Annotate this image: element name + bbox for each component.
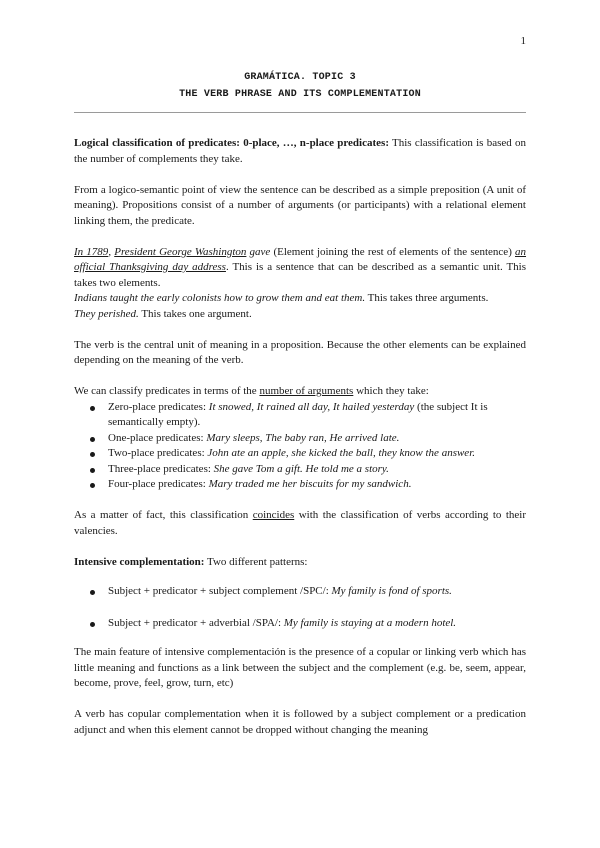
paragraph-main-feature: The main feature of intensive complementación is the presence of a copular or linking verb which has little meaning and functions as a link between the subject and the complement (e.g. be, seem, appear, become, prove, feel, grow, turn, etc) bbox=[74, 646, 526, 689]
list-item-example: John ate an apple, she kicked the ball, they know the answer. bbox=[207, 447, 476, 459]
paragraph-logico-semantic: From a logico-semantic point of view the sentence can be described as a simple preposition (A unit of meaning). Propositions consist of a number of arguments (or participants) with a relational element linking them, the predicate. bbox=[74, 183, 526, 227]
example-gave: gave bbox=[246, 245, 271, 258]
list-item bbox=[108, 446, 526, 462]
pattern-example: My family is fond of sports. bbox=[331, 585, 452, 597]
example-address: an official Thanksgiving day address bbox=[74, 245, 527, 273]
list-item-label: Two-place predicates: bbox=[108, 447, 208, 459]
heading-intensive: Intensive complementation: bbox=[74, 555, 205, 568]
header-divider bbox=[74, 112, 526, 113]
bullet-icon bbox=[90, 406, 95, 411]
document-title: GRAMÁTICA. TOPIC 3 bbox=[244, 72, 356, 83]
bullet-icon bbox=[90, 437, 95, 442]
matter-before: As a matter of fact, this classification bbox=[74, 509, 253, 521]
example-perished-note: This takes one argument. bbox=[138, 307, 252, 320]
list-item bbox=[108, 462, 526, 478]
paragraph-central-unit: The verb is the central unit of meaning in a proposition. Because the other elements can be explained depending on the meaning of the verb. bbox=[74, 338, 526, 366]
example-indians-note: This takes three arguments. bbox=[365, 292, 489, 304]
list-item-example: Mary sleeps, The baby ran, He arrived late. bbox=[206, 431, 400, 444]
paragraph-matter-of-fact bbox=[74, 508, 526, 539]
list-item-example: She gave Tom a gift. He told me a story. bbox=[213, 462, 389, 475]
pattern-label: Subject + predicator + adverbial /SPA/: bbox=[108, 616, 284, 629]
predicate-list bbox=[74, 400, 526, 493]
list-item bbox=[108, 431, 526, 447]
heading-logical-classification: Logical classification of predicates: 0-place, …, n-place predicates: bbox=[74, 137, 389, 149]
example-in-1789: In 1789 bbox=[74, 245, 109, 258]
list-item-label: Four-place predicates: bbox=[108, 478, 209, 490]
classify-before: We can classify predicates in terms of the bbox=[74, 385, 260, 397]
list-item bbox=[108, 616, 526, 632]
classify-underlined: number of arguments bbox=[259, 385, 354, 397]
pattern-list bbox=[74, 584, 526, 631]
paragraph-classify bbox=[74, 384, 526, 400]
paragraph-washington-example bbox=[74, 245, 526, 323]
example-element-note: (Element joining the rest of elements of the sentence) bbox=[270, 245, 516, 258]
pattern-example: My family is staying at a modern hotel. bbox=[283, 616, 457, 629]
example-indians: Indians taught the early colonists how to grow them and eat them. bbox=[74, 292, 366, 304]
bullet-icon bbox=[90, 590, 95, 595]
list-item bbox=[108, 584, 526, 600]
classify-after: which they take: bbox=[353, 385, 429, 397]
list-item-label: Three-place predicates: bbox=[108, 462, 214, 475]
bullet-icon bbox=[90, 622, 95, 627]
bullet-icon bbox=[90, 452, 95, 457]
document-subtitle: THE VERB PHRASE AND ITS COMPLEMENTATION bbox=[179, 89, 421, 100]
paragraph-copular: A verb has copular complementation when it is followed by a subject complement or a predication adjunct and when this element cannot be dropped without changing the meaning bbox=[74, 708, 526, 736]
example-after-address: . This is a sentence that can be described as a semantic unit. This takes two elements. bbox=[74, 261, 526, 289]
list-item-note: (the subject It is semantically empty). bbox=[108, 400, 488, 428]
document-body bbox=[74, 136, 526, 738]
list-item-label: Zero-place predicates: bbox=[108, 400, 209, 413]
paragraph-logical-classification bbox=[74, 136, 526, 167]
list-item bbox=[108, 477, 526, 493]
bullet-icon bbox=[90, 468, 95, 473]
example-comma: , bbox=[108, 245, 112, 258]
text-logical-classification: This classification is based on the number of complements they take. bbox=[74, 137, 526, 165]
list-item-label: One-place predicates: bbox=[108, 431, 207, 444]
bullet-icon bbox=[90, 483, 95, 488]
example-perished: They perished. bbox=[74, 307, 139, 320]
pattern-label: Subject + predicator + subject complement /SPC/: bbox=[108, 585, 332, 597]
paragraph-intensive bbox=[74, 555, 526, 571]
list-item bbox=[108, 400, 526, 431]
list-item-example: Mary traded me her biscuits for my sandwich. bbox=[208, 478, 412, 490]
page-number: 1 bbox=[520, 35, 526, 47]
matter-underlined: coincides bbox=[252, 509, 295, 521]
example-president: President George Washington bbox=[114, 245, 247, 258]
text-intensive: Two different patterns: bbox=[204, 555, 308, 568]
list-item-example: It snowed, It rained all day, It hailed yesterday bbox=[208, 400, 415, 413]
matter-after: with the classification of verbs according to their valencies. bbox=[74, 509, 526, 537]
